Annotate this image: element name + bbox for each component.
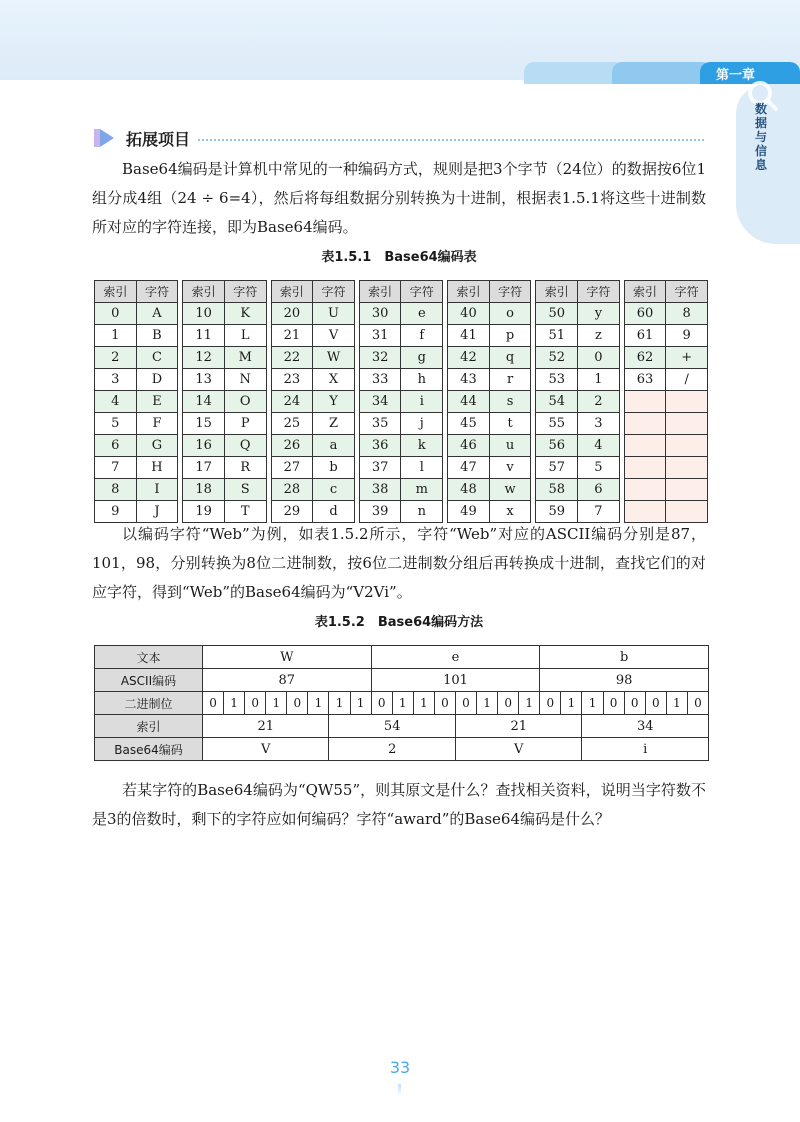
index-cell: 18 <box>183 479 225 501</box>
bits-cell: 0 <box>645 692 666 715</box>
char-cell: 3 <box>578 413 620 435</box>
char-cell <box>666 413 708 435</box>
header-char: 字符 <box>578 281 620 303</box>
index-cell: 38 <box>359 479 401 501</box>
base64-row <box>95 738 709 761</box>
index-cell: 59 <box>536 501 578 523</box>
table-row <box>95 369 708 391</box>
section-title: 拓展项目 <box>126 129 191 149</box>
char-cell: r <box>489 369 531 391</box>
char-cell <box>666 457 708 479</box>
text-cell: W <box>203 646 372 669</box>
char-cell: o <box>489 303 531 325</box>
header-char: 字符 <box>401 281 443 303</box>
bits-cell: 1 <box>561 692 582 715</box>
index-cell: 23 <box>271 369 313 391</box>
index-cell: 31 <box>359 325 401 347</box>
side-label: 数据与信息 <box>754 102 767 172</box>
index-cell: 40 <box>448 303 490 325</box>
bits-cell: 1 <box>666 692 687 715</box>
bits-cell: 1 <box>329 692 350 715</box>
index-cell: 37 <box>359 457 401 479</box>
char-cell: Y <box>313 391 355 413</box>
index-cell: 49 <box>448 501 490 523</box>
bits-cell: 1 <box>582 692 603 715</box>
char-cell: 5 <box>578 457 620 479</box>
char-cell: f <box>401 325 443 347</box>
bits-cell: 1 <box>224 692 245 715</box>
char-cell: R <box>224 457 266 479</box>
char-cell: H <box>136 457 178 479</box>
table2-caption: 表1.5.2 Base64编码方法 <box>314 615 484 630</box>
index-cell: 45 <box>448 413 490 435</box>
char-cell: Z <box>313 413 355 435</box>
bits-cell: 0 <box>603 692 624 715</box>
base64-cell: V <box>203 738 329 761</box>
index-cell: 57 <box>536 457 578 479</box>
char-cell: b <box>313 457 355 479</box>
char-cell: F <box>136 413 178 435</box>
header-index: 索引 <box>95 281 137 303</box>
index-cell: 34 <box>359 391 401 413</box>
text-cell: e <box>371 646 540 669</box>
header-char: 字符 <box>136 281 178 303</box>
bits-cell: 0 <box>687 692 708 715</box>
index-cell: 54 <box>536 391 578 413</box>
ascii-cell: 98 <box>540 669 709 692</box>
bits-cell: 1 <box>477 692 498 715</box>
index-cell: 27 <box>271 457 313 479</box>
base64-cell: i <box>582 738 709 761</box>
ascii-cell: 87 <box>203 669 372 692</box>
char-cell: v <box>489 457 531 479</box>
index-cell: 7 <box>95 457 137 479</box>
index-cell: 25 <box>271 413 313 435</box>
intro-paragraph: Base64编码是计算机中常见的一种编码方式，规则是把3个字节（24位）的数据按6位1组分成4组（24 ÷ 6=4），然后将每组数据分别转换为十进制，根据表1.5.1将这些十进制数所对应的字符连接，即为Base64编码。 <box>92 160 706 236</box>
bits-cell: 0 <box>455 692 476 715</box>
bits-cell: 1 <box>392 692 413 715</box>
index-cell: 30 <box>359 303 401 325</box>
table-row <box>95 303 708 325</box>
index-cell: 46 <box>448 435 490 457</box>
char-cell: h <box>401 369 443 391</box>
bits-cell: 0 <box>540 692 561 715</box>
char-cell: p <box>489 325 531 347</box>
char-cell: 0 <box>578 347 620 369</box>
char-cell: x <box>489 501 531 523</box>
bits-cell: 0 <box>287 692 308 715</box>
char-cell: y <box>578 303 620 325</box>
char-cell: i <box>401 391 443 413</box>
char-cell <box>666 479 708 501</box>
index-cell: 63 <box>624 369 666 391</box>
char-cell: W <box>313 347 355 369</box>
index-cell: 10 <box>183 303 225 325</box>
header-char: 字符 <box>489 281 531 303</box>
index-cell: 2 <box>95 347 137 369</box>
index-cell: 56 <box>536 435 578 457</box>
char-cell: G <box>136 435 178 457</box>
ascii-cell: 101 <box>371 669 540 692</box>
char-cell: E <box>136 391 178 413</box>
index-cell: 42 <box>448 347 490 369</box>
char-cell: c <box>313 479 355 501</box>
char-cell: I <box>136 479 178 501</box>
char-cell: 1 <box>578 369 620 391</box>
bits-cell: 1 <box>350 692 371 715</box>
char-cell: 9 <box>666 325 708 347</box>
text-cell: b <box>540 646 709 669</box>
index-cell: 22 <box>271 347 313 369</box>
encoding-method-table <box>94 645 709 761</box>
table-row <box>95 347 708 369</box>
index-cell: 35 <box>359 413 401 435</box>
char-cell: T <box>224 501 266 523</box>
index-cell <box>624 457 666 479</box>
char-cell: z <box>578 325 620 347</box>
index-cell: 1 <box>95 325 137 347</box>
index-cell: 41 <box>448 325 490 347</box>
index-cell: 47 <box>448 457 490 479</box>
index-cell: 61 <box>624 325 666 347</box>
index-cell: 11 <box>183 325 225 347</box>
bits-cell: 0 <box>624 692 645 715</box>
char-cell: X <box>313 369 355 391</box>
header-tab-decor-1 <box>524 62 624 84</box>
header-index: 索引 <box>359 281 401 303</box>
index-cell: 19 <box>183 501 225 523</box>
bits-cell: 1 <box>308 692 329 715</box>
index-row <box>95 715 709 738</box>
char-cell: a <box>313 435 355 457</box>
char-cell: 8 <box>666 303 708 325</box>
index-cell: 51 <box>536 325 578 347</box>
bits-row <box>95 692 709 715</box>
char-cell: / <box>666 369 708 391</box>
index-cell: 36 <box>359 435 401 457</box>
index-cell: 53 <box>536 369 578 391</box>
bits-cell: 1 <box>519 692 540 715</box>
question-paragraph: 若某字符的Base64编码为“QW55”，则其原文是什么？查找相关资料，说明当字符数不是3的倍数时，剩下的字符应如何编码？字符“award”的Base64编码是什么？ <box>92 781 706 828</box>
bits-cell: 0 <box>434 692 455 715</box>
char-cell: J <box>136 501 178 523</box>
index-cell: 48 <box>448 479 490 501</box>
ascii-row <box>95 669 709 692</box>
char-cell: S <box>224 479 266 501</box>
play-arrow-icon <box>92 125 118 151</box>
char-cell: U <box>313 303 355 325</box>
char-cell: + <box>666 347 708 369</box>
row-label: 二进制位 <box>95 692 203 715</box>
index-cell: 0 <box>95 303 137 325</box>
char-cell: w <box>489 479 531 501</box>
index-cell: 13 <box>183 369 225 391</box>
header-index: 索引 <box>271 281 313 303</box>
header-tab-decor-2 <box>612 62 712 84</box>
char-cell: N <box>224 369 266 391</box>
index-cell: 21 <box>455 715 582 738</box>
header-index: 索引 <box>624 281 666 303</box>
bits-cell: 0 <box>245 692 266 715</box>
index-cell: 17 <box>183 457 225 479</box>
index-cell: 5 <box>95 413 137 435</box>
bits-cell: 1 <box>266 692 287 715</box>
char-cell: D <box>136 369 178 391</box>
char-cell: V <box>313 325 355 347</box>
index-cell: 24 <box>271 391 313 413</box>
index-cell: 33 <box>359 369 401 391</box>
header-index: 索引 <box>536 281 578 303</box>
index-cell: 39 <box>359 501 401 523</box>
char-cell: q <box>489 347 531 369</box>
char-cell: m <box>401 479 443 501</box>
index-cell: 6 <box>95 435 137 457</box>
table-row <box>95 435 708 457</box>
row-label: Base64编码 <box>95 738 203 761</box>
index-cell: 52 <box>536 347 578 369</box>
index-cell: 16 <box>183 435 225 457</box>
char-cell: e <box>401 303 443 325</box>
char-cell: 6 <box>578 479 620 501</box>
index-cell: 50 <box>536 303 578 325</box>
index-cell: 15 <box>183 413 225 435</box>
table-row <box>95 479 708 501</box>
char-cell: L <box>224 325 266 347</box>
row-label: 索引 <box>95 715 203 738</box>
index-cell: 43 <box>448 369 490 391</box>
char-cell: K <box>224 303 266 325</box>
index-cell <box>624 435 666 457</box>
base64-table <box>94 280 708 523</box>
char-cell: 7 <box>578 501 620 523</box>
index-cell <box>624 479 666 501</box>
index-cell: 3 <box>95 369 137 391</box>
index-cell: 8 <box>95 479 137 501</box>
char-cell: O <box>224 391 266 413</box>
table-row <box>95 457 708 479</box>
index-cell: 44 <box>448 391 490 413</box>
table-row <box>95 413 708 435</box>
char-cell: C <box>136 347 178 369</box>
char-cell: Q <box>224 435 266 457</box>
char-cell: s <box>489 391 531 413</box>
index-cell: 9 <box>95 501 137 523</box>
char-cell <box>666 435 708 457</box>
index-cell: 55 <box>536 413 578 435</box>
char-cell: M <box>224 347 266 369</box>
char-cell: B <box>136 325 178 347</box>
section-dotted-rule <box>198 139 704 141</box>
header-char: 字符 <box>224 281 266 303</box>
table-row <box>95 391 708 413</box>
index-cell: 4 <box>95 391 137 413</box>
header-index: 索引 <box>448 281 490 303</box>
index-cell: 20 <box>271 303 313 325</box>
bits-cell: 0 <box>203 692 224 715</box>
base64-cell: 2 <box>329 738 455 761</box>
char-cell <box>666 391 708 413</box>
char-cell: P <box>224 413 266 435</box>
index-cell: 12 <box>183 347 225 369</box>
index-cell: 34 <box>582 715 709 738</box>
char-cell: d <box>313 501 355 523</box>
page-number: 33 <box>389 1058 411 1077</box>
char-cell: g <box>401 347 443 369</box>
index-cell: 62 <box>624 347 666 369</box>
chapter-label: 第一章 <box>716 67 756 83</box>
char-cell: n <box>401 501 443 523</box>
table-row <box>95 325 708 347</box>
bits-cell: 1 <box>413 692 434 715</box>
char-cell: k <box>401 435 443 457</box>
index-cell <box>624 413 666 435</box>
index-cell: 54 <box>329 715 455 738</box>
section-header <box>92 124 704 152</box>
index-cell: 28 <box>271 479 313 501</box>
base64-cell: V <box>455 738 582 761</box>
row-label: 文本 <box>95 646 203 669</box>
page-number-tick <box>398 1084 401 1096</box>
example-paragraph: 以编码字符“Web”为例，如表1.5.2所示，字符“Web”对应的ASCII编码分别是87，101，98，分别转换为8位二进制数，按6位二进制数分组后再转换成十进制，查找它们的对应字符，得到“Web”的Base64编码为“V2Vi”。 <box>92 525 706 601</box>
index-cell: 29 <box>271 501 313 523</box>
index-cell <box>624 391 666 413</box>
table1-caption: 表1.5.1 Base64编码表 <box>321 250 477 265</box>
index-cell: 21 <box>271 325 313 347</box>
char-cell: u <box>489 435 531 457</box>
index-cell: 21 <box>203 715 329 738</box>
index-cell: 60 <box>624 303 666 325</box>
index-cell: 26 <box>271 435 313 457</box>
index-cell: 14 <box>183 391 225 413</box>
char-cell: 2 <box>578 391 620 413</box>
char-cell: A <box>136 303 178 325</box>
char-cell: l <box>401 457 443 479</box>
header-char: 字符 <box>666 281 708 303</box>
index-cell: 32 <box>359 347 401 369</box>
text-row <box>95 646 709 669</box>
index-cell: 58 <box>536 479 578 501</box>
base64-table-header-row <box>95 281 708 303</box>
header-char: 字符 <box>313 281 355 303</box>
bits-cell: 0 <box>498 692 519 715</box>
bits-cell: 0 <box>371 692 392 715</box>
header-index: 索引 <box>183 281 225 303</box>
row-label: ASCII编码 <box>95 669 203 692</box>
char-cell: 4 <box>578 435 620 457</box>
char-cell: j <box>401 413 443 435</box>
char-cell: t <box>489 413 531 435</box>
